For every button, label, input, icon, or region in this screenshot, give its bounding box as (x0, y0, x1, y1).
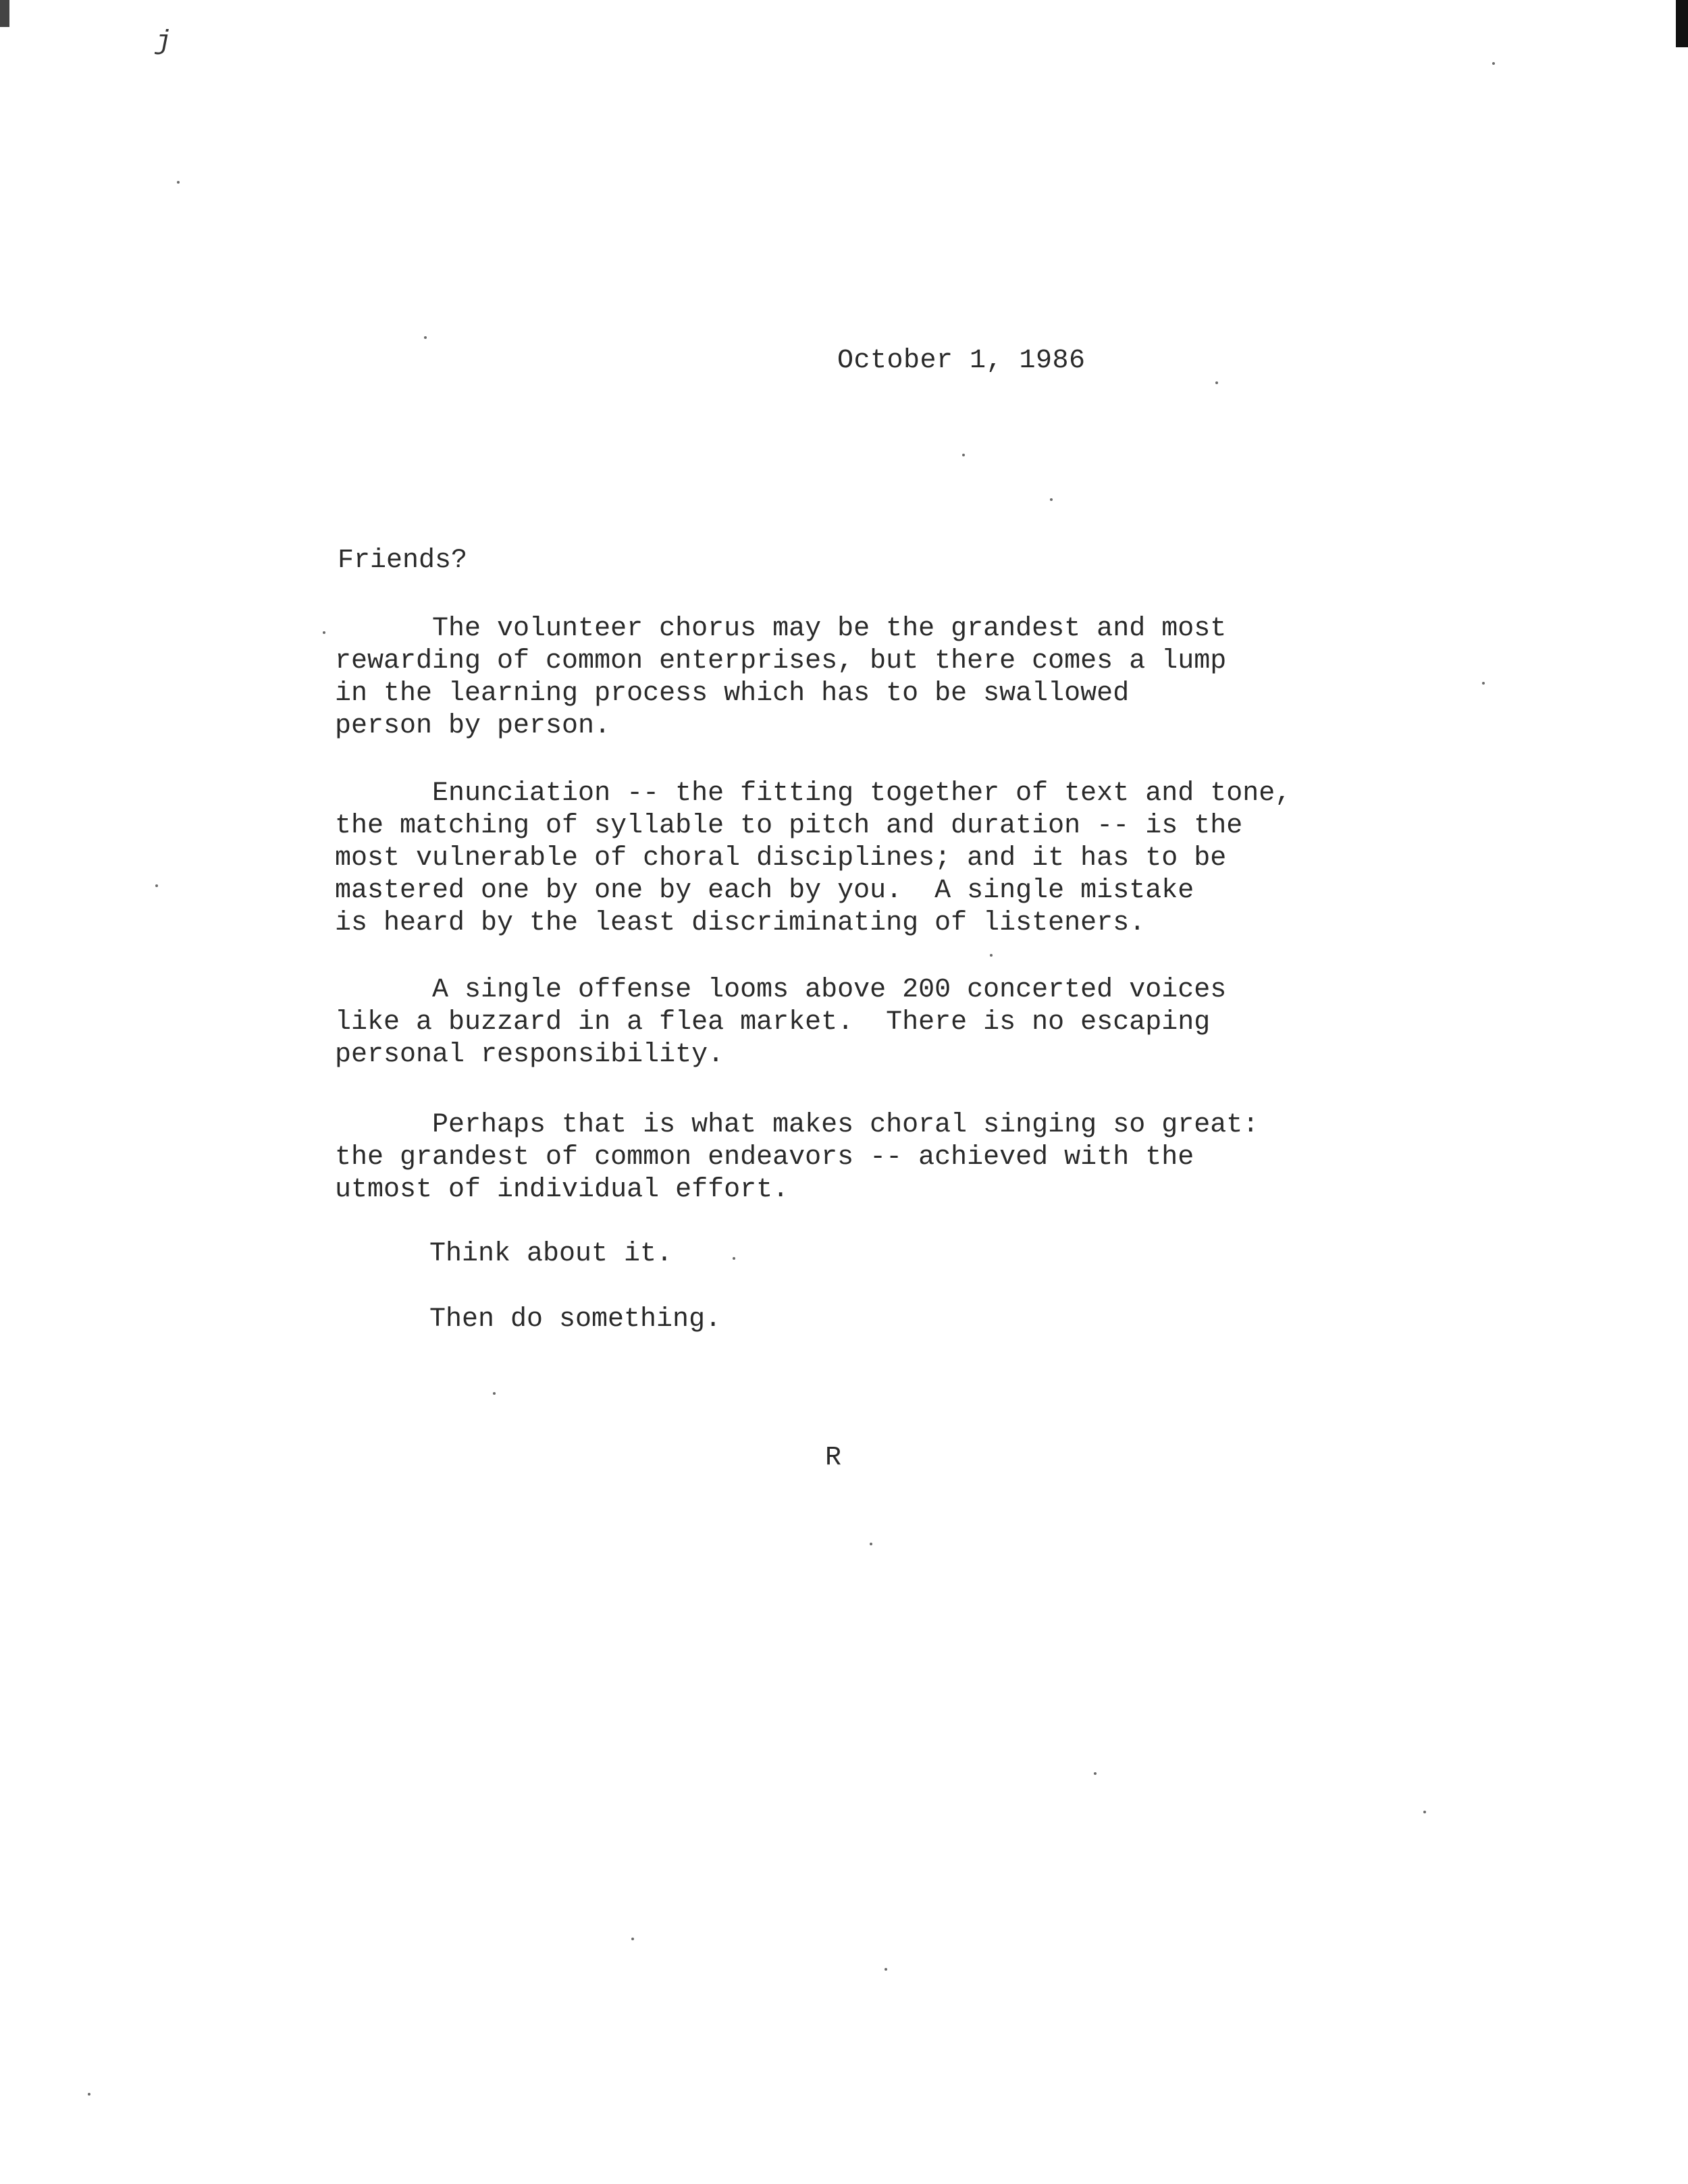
paragraph-1: The volunteer chorus may be the grandest and most rewarding of common enterprises, but there comes a lump in the learning process which has to be swallowed person by person. (335, 614, 1227, 741)
scan-speck (1482, 682, 1485, 685)
scan-speck (631, 1938, 634, 1940)
scan-speck (424, 336, 427, 339)
scan-speck (493, 1392, 496, 1395)
paragraph-3: A single offense looms above 200 concerted voices like a buzzard in a flea market. There is no escaping personal responsibility. (335, 975, 1227, 1070)
paragraph-4: Perhaps that is what makes choral singing so great: the grandest of common endeavors -- achieved with the utmost of individual effort. (335, 1110, 1259, 1205)
scan-speck (323, 631, 325, 634)
scan-speck (155, 884, 158, 887)
scan-speck (1050, 498, 1053, 501)
paragraph-2: Enunciation -- the fitting together of text and tone, the matching of syllable to pitch and duration -- is the most vulnerable of choral disciplines; and it has to be mastered one by one by each by you. A single mistake is heard by the least discriminating of listeners. (335, 778, 1292, 938)
scan-speck (1423, 1811, 1426, 1813)
letter-date: October 1, 1986 (837, 346, 1086, 376)
scan-speck (177, 181, 180, 184)
scan-edge-mark (1676, 0, 1688, 47)
scan-speck (870, 1543, 872, 1545)
signature-initial: R (825, 1443, 842, 1473)
pen-mark: j (155, 27, 172, 57)
scan-speck (962, 454, 965, 456)
scan-speck (1492, 62, 1495, 65)
scan-speck (1094, 1772, 1097, 1775)
scan-speck (1215, 381, 1218, 384)
scan-speck (733, 1257, 735, 1260)
scan-speck (990, 954, 993, 957)
scan-speck (88, 2093, 90, 2096)
closing-line-1: Think about it. (429, 1239, 673, 1269)
salutation: Friends? (338, 545, 468, 576)
closing-line-2: Then do something. (429, 1304, 722, 1335)
scan-speck (885, 1968, 887, 1971)
scan-edge-mark-left (0, 0, 9, 27)
